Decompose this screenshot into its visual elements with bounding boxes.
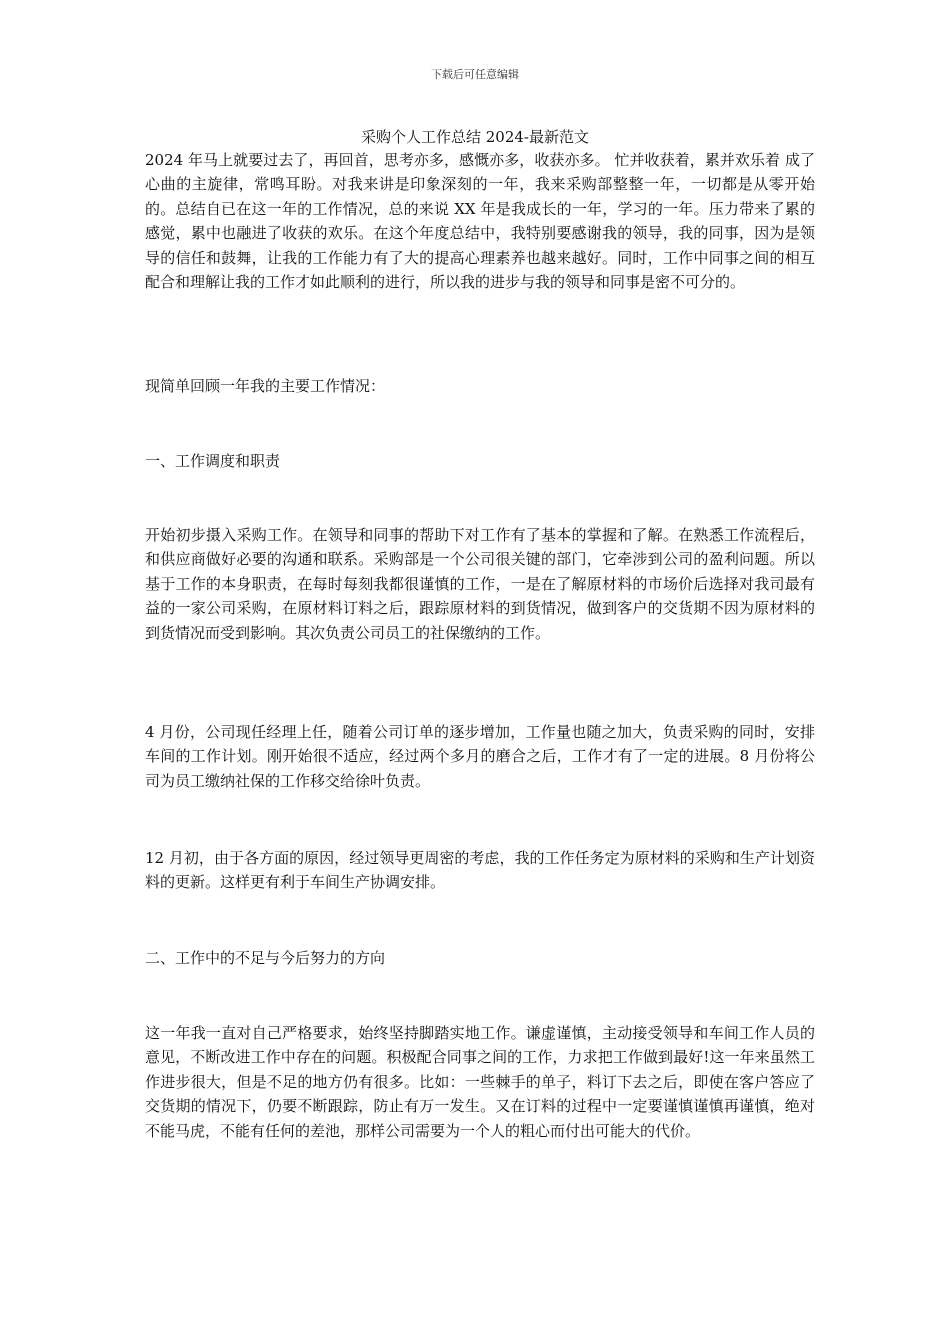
december-paragraph: 12 月初，由于各方面的原因，经过领导更周密的考虑，我的工作任务定为原材料的采购和生产计划资料的更新。这样更有利于车间生产协调安排。	[145, 849, 815, 892]
section-heading-1: 一、工作调度和职责	[145, 452, 281, 470]
april-paragraph: 4 月份，公司现任经理上任，随着公司订单的逐步增加，工作量也随之加大，负责采购的同时，安排车间的工作计划。刚开始很不适应，经过两个多月的磨合之后，工作才有了一定的进展。8 月份将公司为员工缴纳社保的工作移交给徐叶负责。	[145, 723, 815, 790]
document-title: 采购个人工作总结 2024-最新范文	[360, 128, 589, 146]
shortcomings-paragraph: 这一年我一直对自己严格要求，始终坚持脚踏实地工作。谦虚谨慎，主动接受领导和车间工作人员的意见，不断改进工作中存在的问题。积极配合同事之间的工作，力求把工作做到最好!这一年来虽然工作进步很大，但是不足的地方仍有很多。比如：一些棘手的单子，料订下去之后，即使在客户答应了交货期的情况下，仍要不断跟踪，防止有万一发生。又在订料的过程中一定要谨慎谨慎再谨慎，绝对不能马虎，不能有任何的差池，那样公司需要为一个人的粗心而付出可能大的代价。	[145, 1024, 815, 1140]
section-heading-2: 二、工作中的不足与今后努力的方向	[145, 949, 386, 967]
header-note: 下载后可任意编辑	[431, 68, 519, 81]
intro-paragraph: 2024 年马上就要过去了，再回首，思考亦多，感慨亦多，收获亦多。 忙并收获着，累并欢乐着 成了心曲的主旋律，常鸣耳盼。对我来讲是印象深刻的一年，我来采购部整整一年，一切都是从零开始的。总结自已在这一年的工作情况，总的来说 XX 年是我成长的一年，学习的一年。压力带来了累的感觉，累中也融进了收获的欢乐。在这个年度总结中，我特别要感谢我的领导，我的同事，因为是领导的信任和鼓舞，让我的工作能力有了大的提高心理素养也越来越好。同时，工作中同事之间的相互配合和理解让我的工作才如此顺利的进行，所以我的进步与我的领导和同事是密不可分的。	[145, 151, 815, 292]
duties-paragraph: 开始初步摄入采购工作。在领导和同事的帮助下对工作有了基本的掌握和了解。在熟悉工作流程后，和供应商做好必要的沟通和联系。采购部是一个公司很关键的部门，它牵涉到公司的盈利问题。所以基于工作的本身职责，在每时每刻我都很谨慎的工作，一是在了解原材料的市场价后选择对我司最有益的一家公司采购，在原材料订料之后，跟踪原材料的到货情况，做到客户的交货期不因为原材料的到货情况而受到影响。其次负责公司员工的社保缴纳的工作。	[145, 526, 815, 642]
overview-line: 现简单回顾一年我的主要工作情况：	[145, 377, 386, 395]
